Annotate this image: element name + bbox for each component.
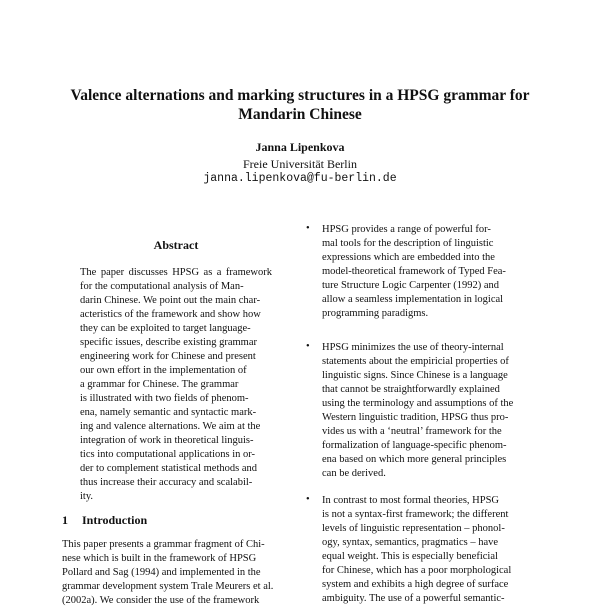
bullet-line: using the terminology and assumptions of the — [322, 398, 514, 409]
bullet-line: ture Structure Logic Carpenter (1992) and — [322, 280, 499, 291]
section-number: 1 — [62, 513, 68, 527]
abstract-line: is illustrated with two fields of phenom- — [80, 393, 249, 404]
abstract-line: our own effort in the implementation of — [80, 365, 247, 376]
abstract-line: specific issues, describe existing grammar — [80, 337, 257, 348]
bullet-line: equal weight. This is especially beneficial — [322, 551, 498, 562]
bullet-line: levels of linguistic representation – phonol- — [322, 523, 505, 534]
bullet-line: model-theoretical framework of Typed Fea- — [322, 266, 506, 277]
paper-title-line-1: Valence alternations and marking structures in a HPSG grammar for — [70, 87, 530, 104]
abstract-line: engineering work for Chinese and present — [80, 351, 256, 362]
abstract-line: darin Chinese. We point out the main char- — [80, 295, 261, 306]
author-name: Janna Lipenkova — [255, 140, 345, 154]
abstract-line: for the computational analysis of Man- — [80, 281, 244, 292]
bullet-line: ambiguity. The use of a powerful semantic- — [322, 593, 505, 604]
author-email: janna.lipenkova@fu-berlin.de — [203, 172, 397, 185]
abstract-line: integration of work in theoretical linguis- — [80, 435, 254, 446]
abstract-line: ity. — [80, 491, 94, 502]
abstract-line: they can be exploited to target language- — [80, 323, 251, 334]
bullet-line: for Chinese, which has a poor morphological — [322, 565, 512, 576]
abstract-line: The paper discusses HPSG as a framework — [80, 267, 272, 278]
abstract-line: ena, namely semantic and syntactic mark- — [80, 407, 257, 418]
bullet-line: vides us with a ‘neutral’ framework for the — [322, 426, 502, 437]
introduction-line: (2002a). We consider the use of the framework — [62, 595, 260, 606]
paper-title-line-2: Mandarin Chinese — [238, 106, 362, 123]
section-title: Introduction — [82, 513, 148, 527]
bullet-line: allow a seamless implementation in logical — [322, 294, 504, 305]
bullet-line: In contrast to most formal theories, HPSG — [322, 495, 500, 506]
introduction-line: Pollard and Sag (1994) and implemented in the — [62, 567, 261, 578]
bullet-line: is not a syntax-first framework; the different — [322, 509, 509, 520]
bullet-icon: • — [306, 341, 310, 352]
introduction-line: grammar development system Trale Meurers et al. — [62, 581, 274, 592]
bullet-line: statements about the empiricial properties of — [322, 356, 509, 367]
bullet-line: can be derived. — [322, 468, 386, 479]
abstract-heading: Abstract — [153, 238, 199, 252]
abstract-line: thus increase their accuracy and scalabil- — [80, 477, 253, 488]
bullet-line: ogy, syntax, semantics, pragmatics – have — [322, 537, 499, 548]
bullet-icon: • — [306, 494, 310, 505]
bullet-line: linguistic signs. Since Chinese is a language — [322, 370, 508, 381]
abstract-line: a grammar for Chinese. The grammar — [80, 379, 239, 390]
abstract-line: der to complement statistical methods and — [80, 463, 257, 474]
bullet-line: Western linguistic tradition, HPSG thus pro- — [322, 412, 509, 423]
introduction-line: nese which is built in the framework of HPSG — [62, 553, 257, 564]
bullet-line: formalization of language-specific phenom- — [322, 440, 507, 451]
bullet-line: HPSG provides a range of powerful for- — [322, 224, 491, 235]
paper-title — [60, 86, 540, 124]
abstract-line: acteristics of the framework and show how — [80, 309, 261, 320]
bullet-icon: • — [306, 223, 310, 234]
bullet-line: ena based on which more general principles — [322, 454, 507, 465]
bullet-line: HPSG minimizes the use of theory-internal — [322, 342, 504, 353]
author-affiliation: Freie Universität Berlin — [243, 157, 357, 171]
abstract-line: ing and valence alternations. We aim at the — [80, 421, 261, 432]
bullet-line: expressions which are embedded into the — [322, 252, 495, 263]
bullet-line: programming paradigms. — [322, 308, 429, 319]
bullet-line: system and exhibits a high degree of surface — [322, 579, 509, 590]
bullet-line: mal tools for the description of linguistic — [322, 238, 494, 249]
bullet-line: that cannot be straightforwardly explained — [322, 384, 500, 395]
introduction-line: This paper presents a grammar fragment of Chi- — [62, 539, 265, 550]
abstract-line: tics into computational applications in or- — [80, 449, 256, 460]
section-heading-introduction — [62, 513, 147, 528]
